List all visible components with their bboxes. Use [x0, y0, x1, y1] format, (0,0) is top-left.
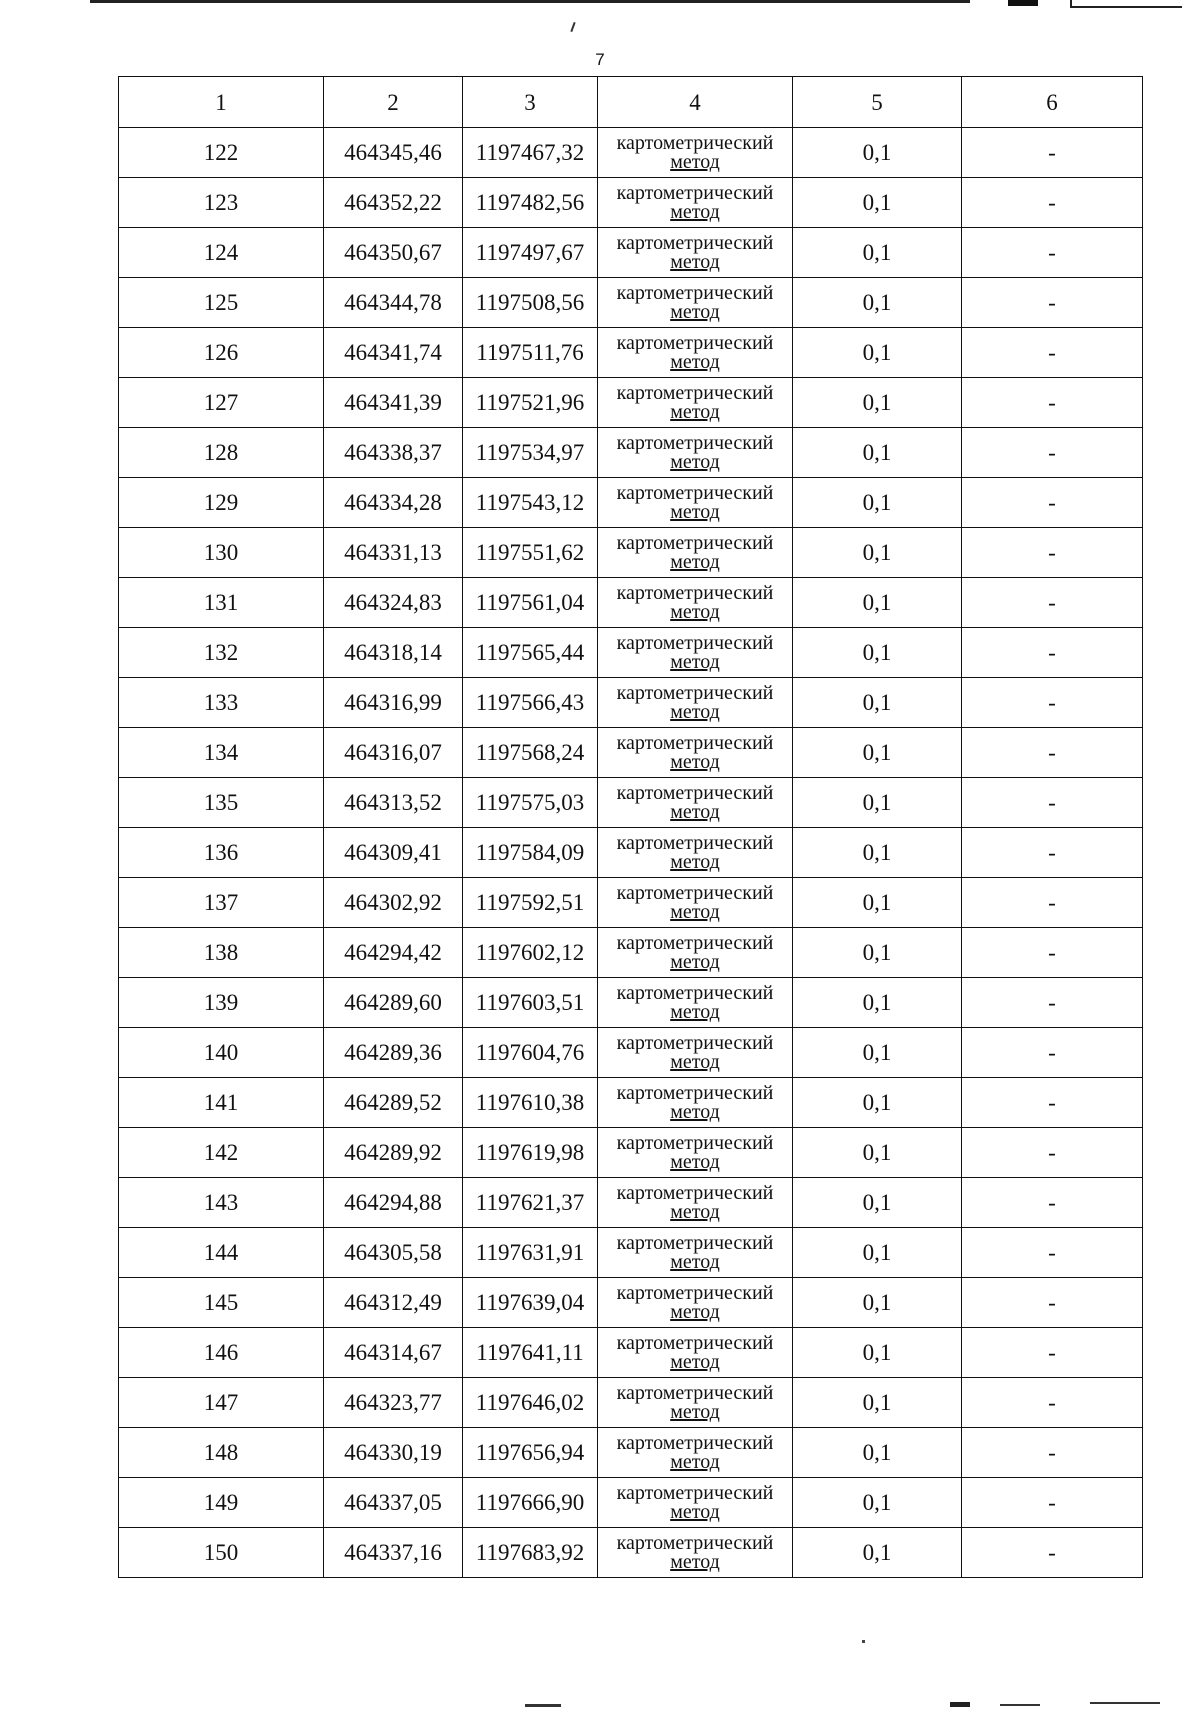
accuracy-cell: 0,1: [793, 278, 962, 328]
method-line-2: метод: [670, 800, 720, 823]
table-row: [119, 178, 1143, 228]
method-line-1: картометрический: [616, 1481, 774, 1504]
method-line-1: картометрический: [616, 431, 774, 454]
table-row: [119, 278, 1143, 328]
method-line-1: картометрический: [616, 1031, 774, 1054]
method-cell: [598, 728, 793, 778]
method-line-1: картометрический: [616, 1331, 774, 1354]
method-line-2: метод: [670, 1400, 720, 1423]
table-row: [119, 828, 1143, 878]
method-line-2: метод: [670, 1300, 720, 1323]
x-coordinate-cell: 464345,46: [324, 128, 463, 178]
description-cell: -: [962, 378, 1143, 428]
method-line-2: метод: [670, 1200, 720, 1223]
method-line-2: метод: [670, 300, 720, 323]
accuracy-cell: 0,1: [793, 878, 962, 928]
accuracy-cell: 0,1: [793, 528, 962, 578]
accuracy-cell: 0,1: [793, 1078, 962, 1128]
scan-artifact-bottom-line: [1000, 1704, 1040, 1706]
accuracy-cell: 0,1: [793, 428, 962, 478]
point-number-cell: 147: [119, 1378, 324, 1428]
method-line-1: картометрический: [616, 881, 774, 904]
x-coordinate-cell: 464350,67: [324, 228, 463, 278]
method-line-1: картометрический: [616, 681, 774, 704]
table-body: [119, 128, 1143, 1578]
method-cell: [598, 1428, 793, 1478]
description-cell: -: [962, 778, 1143, 828]
method-line-1: картометрический: [616, 131, 774, 154]
method-cell: [598, 1178, 793, 1228]
table-row: [119, 228, 1143, 278]
accuracy-cell: 0,1: [793, 1228, 962, 1278]
method-line-1: картометрический: [616, 1181, 774, 1204]
accuracy-cell: 0,1: [793, 478, 962, 528]
description-cell: -: [962, 978, 1143, 1028]
point-number-cell: 131: [119, 578, 324, 628]
accuracy-cell: 0,1: [793, 378, 962, 428]
method-line-2: метод: [670, 400, 720, 423]
x-coordinate-cell: 464316,99: [324, 678, 463, 728]
description-cell: -: [962, 278, 1143, 328]
description-cell: -: [962, 1178, 1143, 1228]
accuracy-cell: 0,1: [793, 828, 962, 878]
method-line-2: метод: [670, 200, 720, 223]
point-number-cell: 129: [119, 478, 324, 528]
method-cell: [598, 528, 793, 578]
page-number: 7: [595, 50, 605, 69]
point-number-cell: 136: [119, 828, 324, 878]
table-row: [119, 528, 1143, 578]
accuracy-cell: 0,1: [793, 1278, 962, 1328]
method-line-1: картометрический: [616, 1531, 774, 1554]
method-line-1: картометрический: [616, 1081, 774, 1104]
scan-artifact-top-line: [90, 0, 970, 3]
table-row: [119, 728, 1143, 778]
x-coordinate-cell: 464323,77: [324, 1378, 463, 1428]
description-cell: -: [962, 228, 1143, 278]
method-line-2: метод: [670, 250, 720, 273]
point-number-cell: 126: [119, 328, 324, 378]
table-row: [119, 778, 1143, 828]
y-coordinate-cell: 1197619,98: [463, 1128, 598, 1178]
y-coordinate-cell: 1197551,62: [463, 528, 598, 578]
table-row: [119, 428, 1143, 478]
accuracy-cell: 0,1: [793, 1128, 962, 1178]
description-cell: -: [962, 578, 1143, 628]
column-header: 2: [324, 77, 463, 128]
scan-artifact-dot: [862, 1640, 865, 1643]
point-number-cell: 132: [119, 628, 324, 678]
method-line-1: картометрический: [616, 731, 774, 754]
x-coordinate-cell: 464309,41: [324, 828, 463, 878]
x-coordinate-cell: 464330,19: [324, 1428, 463, 1478]
method-line-1: картометрический: [616, 1381, 774, 1404]
y-coordinate-cell: 1197666,90: [463, 1478, 598, 1528]
table-row: [119, 628, 1143, 678]
table-row: [119, 978, 1143, 1028]
column-header: 1: [119, 77, 324, 128]
accuracy-cell: 0,1: [793, 778, 962, 828]
method-line-1: картометрический: [616, 381, 774, 404]
x-coordinate-cell: 464289,92: [324, 1128, 463, 1178]
x-coordinate-cell: 464334,28: [324, 478, 463, 528]
accuracy-cell: 0,1: [793, 1528, 962, 1578]
method-line-1: картометрический: [616, 631, 774, 654]
method-line-2: метод: [670, 600, 720, 623]
scan-artifact-top-right: [1070, 0, 1182, 8]
point-number-cell: 145: [119, 1278, 324, 1328]
y-coordinate-cell: 1197631,91: [463, 1228, 598, 1278]
y-coordinate-cell: 1197603,51: [463, 978, 598, 1028]
point-number-cell: 140: [119, 1028, 324, 1078]
scan-artifact-top-block: [1008, 0, 1038, 6]
scan-artifact-tick: [570, 22, 575, 32]
method-line-2: метод: [670, 1150, 720, 1173]
point-number-cell: 124: [119, 228, 324, 278]
description-cell: -: [962, 628, 1143, 678]
method-line-1: картометрический: [616, 481, 774, 504]
method-cell: [598, 178, 793, 228]
method-line-2: метод: [670, 700, 720, 723]
x-coordinate-cell: 464314,67: [324, 1328, 463, 1378]
y-coordinate-cell: 1197566,43: [463, 678, 598, 728]
table-row: [119, 1328, 1143, 1378]
method-line-2: метод: [670, 350, 720, 373]
method-line-2: метод: [670, 1350, 720, 1373]
description-cell: -: [962, 1028, 1143, 1078]
method-line-1: картометрический: [616, 1231, 774, 1254]
y-coordinate-cell: 1197621,37: [463, 1178, 598, 1228]
table-row: [119, 378, 1143, 428]
description-cell: -: [962, 1228, 1143, 1278]
x-coordinate-cell: 464294,42: [324, 928, 463, 978]
x-coordinate-cell: 464344,78: [324, 278, 463, 328]
y-coordinate-cell: 1197584,09: [463, 828, 598, 878]
method-line-1: картометрический: [616, 1131, 774, 1154]
accuracy-cell: 0,1: [793, 1328, 962, 1378]
method-cell: [598, 578, 793, 628]
point-number-cell: 148: [119, 1428, 324, 1478]
method-cell: [598, 1478, 793, 1528]
table-row: [119, 1478, 1143, 1528]
method-cell: [598, 828, 793, 878]
y-coordinate-cell: 1197568,24: [463, 728, 598, 778]
method-cell: [598, 878, 793, 928]
y-coordinate-cell: 1197604,76: [463, 1028, 598, 1078]
y-coordinate-cell: 1197534,97: [463, 428, 598, 478]
accuracy-cell: 0,1: [793, 678, 962, 728]
x-coordinate-cell: 464312,49: [324, 1278, 463, 1328]
accuracy-cell: 0,1: [793, 1028, 962, 1078]
method-line-1: картометрический: [616, 581, 774, 604]
point-number-cell: 133: [119, 678, 324, 728]
coordinates-table: [118, 76, 1143, 1578]
method-line-1: картометрический: [616, 1281, 774, 1304]
table-row: [119, 878, 1143, 928]
method-line-1: картометрический: [616, 181, 774, 204]
table-row: [119, 678, 1143, 728]
point-number-cell: 134: [119, 728, 324, 778]
x-coordinate-cell: 464352,22: [324, 178, 463, 228]
method-line-1: картометрический: [616, 781, 774, 804]
point-number-cell: 135: [119, 778, 324, 828]
y-coordinate-cell: 1197641,11: [463, 1328, 598, 1378]
description-cell: -: [962, 1078, 1143, 1128]
method-cell: [598, 1278, 793, 1328]
point-number-cell: 127: [119, 378, 324, 428]
table-row: [119, 928, 1143, 978]
method-cell: [598, 1078, 793, 1128]
column-header: 3: [463, 77, 598, 128]
accuracy-cell: 0,1: [793, 128, 962, 178]
method-line-2: метод: [670, 1250, 720, 1273]
description-cell: -: [962, 528, 1143, 578]
y-coordinate-cell: 1197639,04: [463, 1278, 598, 1328]
description-cell: -: [962, 1428, 1143, 1478]
point-number-cell: 146: [119, 1328, 324, 1378]
method-cell: [598, 778, 793, 828]
method-cell: [598, 278, 793, 328]
description-cell: -: [962, 878, 1143, 928]
y-coordinate-cell: 1197683,92: [463, 1528, 598, 1578]
y-coordinate-cell: 1197521,96: [463, 378, 598, 428]
y-coordinate-cell: 1197592,51: [463, 878, 598, 928]
method-cell: [598, 328, 793, 378]
method-line-2: метод: [670, 900, 720, 923]
method-line-2: метод: [670, 500, 720, 523]
table-row: [119, 1228, 1143, 1278]
method-cell: [598, 428, 793, 478]
x-coordinate-cell: 464289,60: [324, 978, 463, 1028]
accuracy-cell: 0,1: [793, 1178, 962, 1228]
table-row: [119, 478, 1143, 528]
description-cell: -: [962, 1528, 1143, 1578]
point-number-cell: 138: [119, 928, 324, 978]
method-line-2: метод: [670, 150, 720, 173]
method-line-2: метод: [670, 850, 720, 873]
point-number-cell: 130: [119, 528, 324, 578]
description-cell: -: [962, 1478, 1143, 1528]
accuracy-cell: 0,1: [793, 1378, 962, 1428]
method-line-2: метод: [670, 1000, 720, 1023]
y-coordinate-cell: 1197610,38: [463, 1078, 598, 1128]
accuracy-cell: 0,1: [793, 978, 962, 1028]
description-cell: -: [962, 678, 1143, 728]
table-row: [119, 1378, 1143, 1428]
method-line-2: метод: [670, 650, 720, 673]
method-line-1: картометрический: [616, 531, 774, 554]
table-row: [119, 1428, 1143, 1478]
method-line-2: метод: [670, 1500, 720, 1523]
table-row: [119, 328, 1143, 378]
method-cell: [598, 228, 793, 278]
method-line-2: метод: [670, 550, 720, 573]
description-cell: -: [962, 928, 1143, 978]
y-coordinate-cell: 1197497,67: [463, 228, 598, 278]
point-number-cell: 142: [119, 1128, 324, 1178]
point-number-cell: 137: [119, 878, 324, 928]
table-row: [119, 1028, 1143, 1078]
description-cell: -: [962, 1278, 1143, 1328]
method-line-1: картометрический: [616, 981, 774, 1004]
x-coordinate-cell: 464341,74: [324, 328, 463, 378]
method-cell: [598, 928, 793, 978]
point-number-cell: 141: [119, 1078, 324, 1128]
method-cell: [598, 1128, 793, 1178]
point-number-cell: 149: [119, 1478, 324, 1528]
point-number-cell: 143: [119, 1178, 324, 1228]
y-coordinate-cell: 1197543,12: [463, 478, 598, 528]
x-coordinate-cell: 464302,92: [324, 878, 463, 928]
table-row: [119, 128, 1143, 178]
method-line-2: метод: [670, 950, 720, 973]
scan-artifact-bottom-line: [950, 1702, 970, 1707]
method-cell: [598, 378, 793, 428]
method-line-1: картометрический: [616, 831, 774, 854]
y-coordinate-cell: 1197482,56: [463, 178, 598, 228]
point-number-cell: 150: [119, 1528, 324, 1578]
description-cell: -: [962, 478, 1143, 528]
y-coordinate-cell: 1197467,32: [463, 128, 598, 178]
description-cell: -: [962, 728, 1143, 778]
accuracy-cell: 0,1: [793, 228, 962, 278]
accuracy-cell: 0,1: [793, 1428, 962, 1478]
method-cell: [598, 628, 793, 678]
y-coordinate-cell: 1197561,04: [463, 578, 598, 628]
point-number-cell: 128: [119, 428, 324, 478]
method-cell: [598, 678, 793, 728]
method-line-2: метод: [670, 1050, 720, 1073]
x-coordinate-cell: 464313,52: [324, 778, 463, 828]
point-number-cell: 122: [119, 128, 324, 178]
method-line-2: метод: [670, 1550, 720, 1573]
y-coordinate-cell: 1197646,02: [463, 1378, 598, 1428]
point-number-cell: 144: [119, 1228, 324, 1278]
y-coordinate-cell: 1197508,56: [463, 278, 598, 328]
description-cell: -: [962, 1378, 1143, 1428]
table-row: [119, 1178, 1143, 1228]
x-coordinate-cell: 464324,83: [324, 578, 463, 628]
method-line-1: картометрический: [616, 281, 774, 304]
y-coordinate-cell: 1197565,44: [463, 628, 598, 678]
column-header: 6: [962, 77, 1143, 128]
description-cell: -: [962, 1328, 1143, 1378]
accuracy-cell: 0,1: [793, 178, 962, 228]
point-number-cell: 125: [119, 278, 324, 328]
x-coordinate-cell: 464316,07: [324, 728, 463, 778]
x-coordinate-cell: 464305,58: [324, 1228, 463, 1278]
method-cell: [598, 1378, 793, 1428]
description-cell: -: [962, 1128, 1143, 1178]
table-row: [119, 1528, 1143, 1578]
table-row: [119, 1278, 1143, 1328]
method-line-1: картометрический: [616, 1431, 774, 1454]
x-coordinate-cell: 464337,16: [324, 1528, 463, 1578]
accuracy-cell: 0,1: [793, 578, 962, 628]
table-row: [119, 578, 1143, 628]
y-coordinate-cell: 1197656,94: [463, 1428, 598, 1478]
method-cell: [598, 1328, 793, 1378]
column-header: 4: [598, 77, 793, 128]
y-coordinate-cell: 1197511,76: [463, 328, 598, 378]
scan-artifact-bottom-line: [525, 1704, 561, 1707]
method-line-2: метод: [670, 750, 720, 773]
method-line-1: картометрический: [616, 331, 774, 354]
method-cell: [598, 1028, 793, 1078]
x-coordinate-cell: 464289,36: [324, 1028, 463, 1078]
accuracy-cell: 0,1: [793, 1478, 962, 1528]
description-cell: -: [962, 178, 1143, 228]
x-coordinate-cell: 464294,88: [324, 1178, 463, 1228]
scan-artifact-bottom-line: [1090, 1702, 1160, 1704]
point-number-cell: 139: [119, 978, 324, 1028]
table-row: [119, 1078, 1143, 1128]
accuracy-cell: 0,1: [793, 328, 962, 378]
table-row: [119, 1128, 1143, 1178]
method-cell: [598, 978, 793, 1028]
method-line-2: метод: [670, 450, 720, 473]
method-cell: [598, 1228, 793, 1278]
method-line-2: метод: [670, 1100, 720, 1123]
method-line-2: метод: [670, 1450, 720, 1473]
x-coordinate-cell: 464331,13: [324, 528, 463, 578]
x-coordinate-cell: 464337,05: [324, 1478, 463, 1528]
description-cell: -: [962, 128, 1143, 178]
accuracy-cell: 0,1: [793, 728, 962, 778]
point-number-cell: 123: [119, 178, 324, 228]
table-header-row: [119, 77, 1143, 128]
method-line-1: картометрический: [616, 931, 774, 954]
method-line-1: картометрический: [616, 231, 774, 254]
accuracy-cell: 0,1: [793, 928, 962, 978]
method-cell: [598, 478, 793, 528]
description-cell: -: [962, 328, 1143, 378]
description-cell: -: [962, 428, 1143, 478]
x-coordinate-cell: 464338,37: [324, 428, 463, 478]
description-cell: -: [962, 828, 1143, 878]
method-cell: [598, 128, 793, 178]
y-coordinate-cell: 1197602,12: [463, 928, 598, 978]
x-coordinate-cell: 464318,14: [324, 628, 463, 678]
column-header: 5: [793, 77, 962, 128]
method-cell: [598, 1528, 793, 1578]
accuracy-cell: 0,1: [793, 628, 962, 678]
x-coordinate-cell: 464341,39: [324, 378, 463, 428]
x-coordinate-cell: 464289,52: [324, 1078, 463, 1128]
y-coordinate-cell: 1197575,03: [463, 778, 598, 828]
